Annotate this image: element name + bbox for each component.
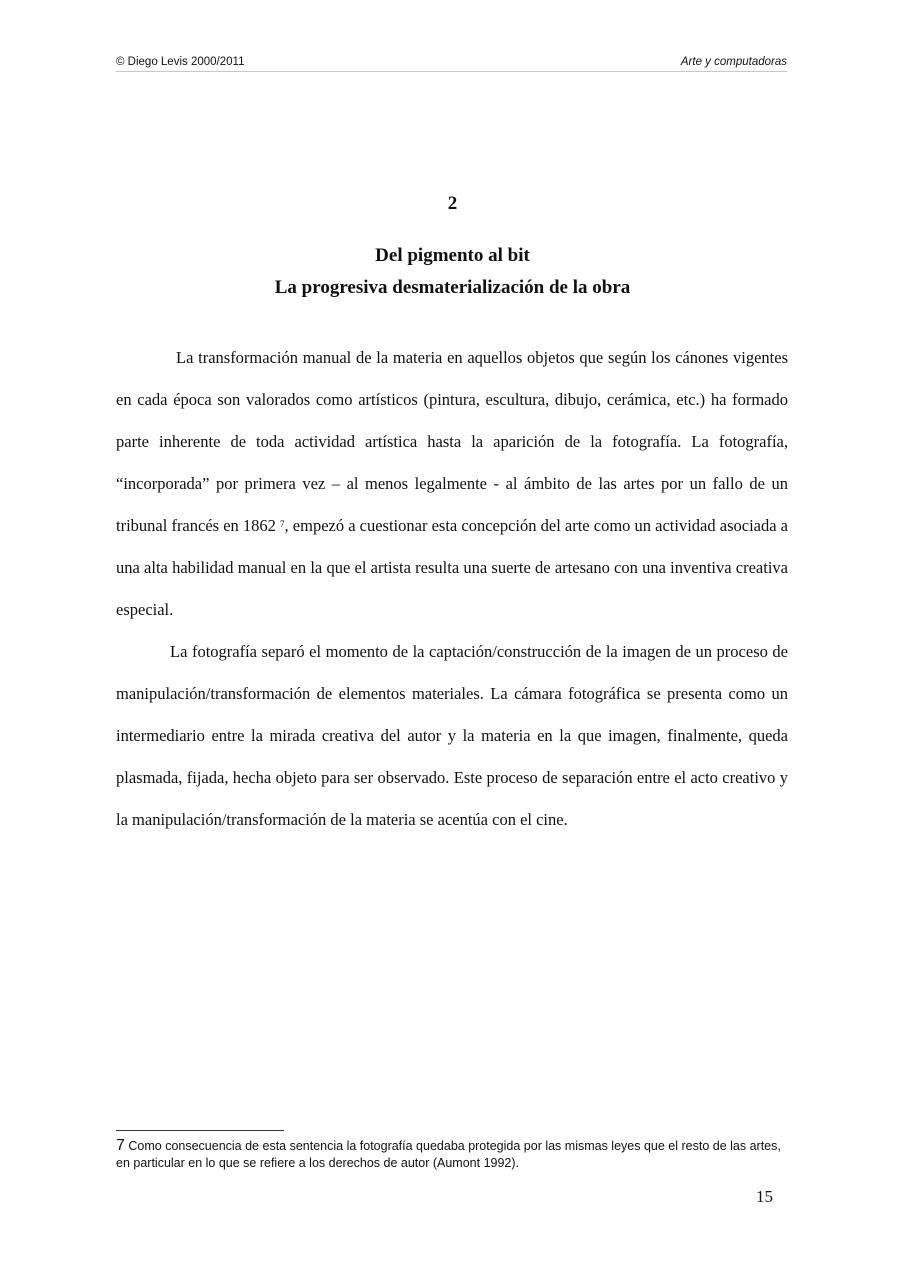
footnote-mark: 7 (116, 1137, 125, 1154)
paragraph-1 (116, 337, 788, 631)
page-number: 15 (756, 1187, 773, 1206)
body-text (116, 337, 788, 841)
paragraph-1-text-start: La transformación manual de la materia en aquellos objetos que según los cánones vigentes en cada época son valorados como artísticos (pintura, escultura, dibujo, cerámica, etc.) ha formado parte inherente de toda actividad artística hasta la aparición de la fotografía. La fotografía, “incorporada” por primera vez – al menos legalmente - al ámbito de las artes por un fallo de un tribunal francés en 1862 (116, 348, 788, 535)
chapter-number: 2 (447, 193, 458, 214)
footnote-reference-link[interactable]: 7 (280, 519, 285, 529)
header-copyright: © Diego Levis 2000/2011 (116, 56, 245, 68)
footnote-divider (116, 1130, 284, 1131)
header-book-title: Arte y computadoras (680, 56, 787, 68)
chapter-title-line-1: Del pigmento al bit (375, 245, 530, 266)
paragraph-1-text-end: , empezó a cuestionar esta concepción del arte como un actividad asociada a una alta habilidad manual en la que el artista resulta una suerte de artesano con una inventiva creativa especial. (116, 516, 789, 619)
paragraph-2: La fotografía separó el momento de la captación/construcción de la imagen de un proceso de manipulación/transformación de elementos materiales. La cámara fotográfica se presenta como un intermediario entre la mirada creativa del autor y la materia en la que imagen, finalmente, queda plasmada, fijada, hecha objeto para ser observado. Este proceso de separación entre el acto creativo y la manipulación/transformación de la materia se acentúa con el cine. (116, 642, 788, 829)
footnote-text: Como consecuencia de esta sentencia la fotografía quedaba protegida por las mismas leyes que el resto de las artes, en particular en lo que se refiere a los derechos de autor (Aumont 1992). (116, 1139, 781, 1170)
chapter-title (0, 240, 905, 304)
page-header (116, 55, 787, 72)
chapter-title-line-2: La progresiva desmaterialización de la obra (274, 277, 631, 298)
footnote (116, 1137, 788, 1172)
